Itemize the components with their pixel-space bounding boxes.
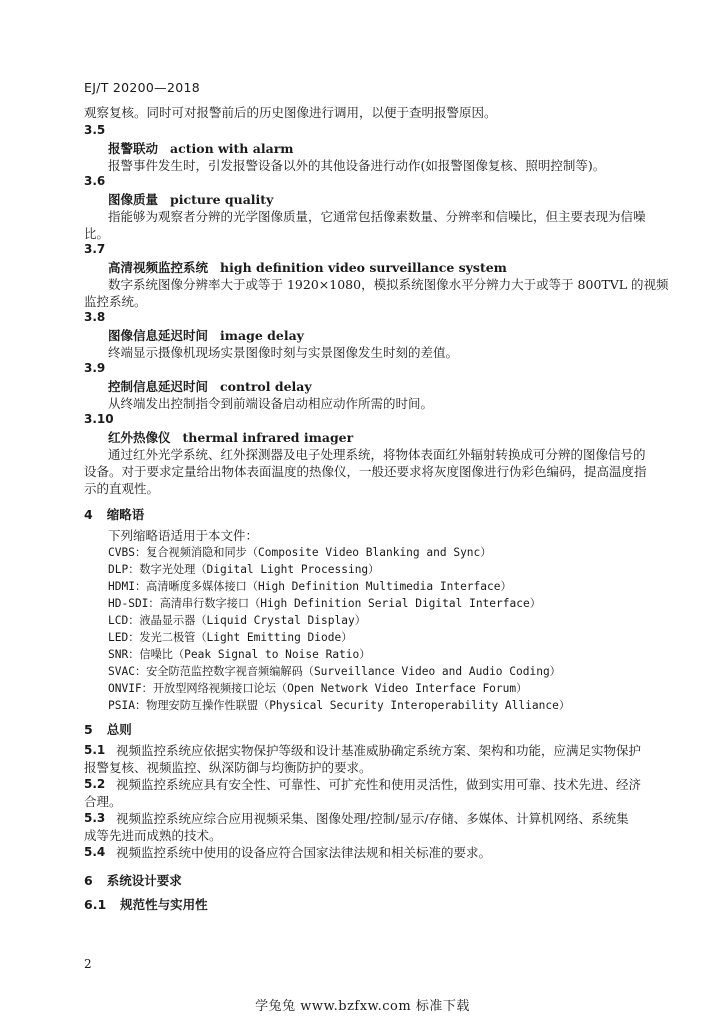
section-number: 4 (84, 507, 93, 522)
page-number: 2 (84, 957, 92, 971)
abbreviation-item: HDMI：高清晰度多媒体接口（High Definition Multimedia Interface） (108, 580, 512, 593)
term-chinese: 控制信息延迟时间 (108, 379, 209, 394)
clause-term (108, 191, 273, 208)
clause-text: 视频监控系统应依据实物保护等级和设计基准威胁确定系统方案、架构和功能，应满足实物保护 (116, 743, 642, 758)
clause-number: 5.4 (84, 845, 106, 859)
term-english: picture quality (170, 192, 274, 207)
section-number: 5 (84, 722, 93, 737)
section-heading (84, 871, 182, 889)
clause-text: 报警复核、视频监控、纵深防御与均衡防护的要求。 (84, 760, 372, 775)
clause-text: 监控系统。 (84, 294, 147, 309)
section-heading (84, 505, 144, 523)
term-chinese: 红外热像仪 (108, 430, 171, 445)
term-chinese: 高清视频监控系统 (108, 260, 209, 275)
term-chinese: 报警联动 (108, 141, 159, 156)
clause-term (108, 259, 507, 276)
section-number: 6 (84, 873, 93, 888)
abbreviation-item: SNR：信噪比（Peak Signal to Noise Ratio） (108, 648, 371, 661)
abbreviation-item: LED：发光二极管（Light Emitting Diode） (108, 631, 353, 644)
footer-watermark: 学兔兔 www.bzfxw.com 标准下载 (255, 999, 470, 1014)
subsection-title: 规范性与实用性 (120, 897, 208, 912)
clause-text: 指能够为观察者分辨的光学图像质量，它通常包括像素数量、分辨率和信噪比，但主要表现为信噪 (108, 209, 646, 224)
section-title: 总则 (106, 722, 132, 737)
abbreviation-item: PSIA：物理安防互操作性联盟（Physical Security Interoperability Alliance） (108, 699, 571, 712)
subsection-number: 6.1 (84, 897, 107, 912)
clause-text: 终端显示摄像机现场实景图像时刻与实景图像发生时刻的差值。 (108, 345, 459, 360)
section-heading (84, 720, 132, 738)
clause-number: 3.9 (84, 361, 106, 375)
clause-text: 示的直观性。 (84, 481, 160, 496)
clause-text: 报警事件发生时，引发报警设备以外的其他设备进行动作(如报警图像复核、照明控制等)。 (108, 158, 606, 173)
clause-number: 5.2 (84, 777, 106, 791)
clause-text: 从终端发出控制指令到前端设备启动相应动作所需的时间。 (108, 396, 434, 411)
clause-term (108, 327, 304, 344)
clause-text: 成等先进而成熟的技术。 (84, 828, 222, 843)
clause-text: 视频监控系统应综合应用视频采集、图像处理/控制/显示/存储、多媒体、计算机网络、系统集 (116, 811, 629, 826)
clause-term (108, 140, 294, 157)
clause-text: 合理。 (84, 794, 122, 809)
abbreviation-item: CVBS：复合视频消隐和同步（Composite Video Blanking and Sync） (108, 546, 492, 559)
section-title: 缩略语 (106, 507, 145, 522)
clause-number: 3.7 (84, 242, 106, 256)
clause-text: 视频监控系统中使用的设备应符合国家法律法规和相关标准的要求。 (116, 845, 492, 860)
clause-text: 视频监控系统应具有安全性、可靠性、可扩充性和使用灵活性，做到实用可靠、技术先进、经济 (116, 777, 642, 792)
abbreviation-item: ONVIF：开放型网络视频接口论坛（Open Network Video Interface Forum） (108, 682, 528, 695)
term-english: thermal infrared imager (182, 430, 354, 445)
clause-number: 3.6 (84, 174, 106, 188)
clause-text: 通过红外光学系统、红外探测器及电子处理系统，将物体表面红外辐射转换成可分辨的图像信号的 (108, 447, 646, 462)
section-title: 系统设计要求 (106, 873, 182, 888)
abbreviation-item: LCD：液晶显示器（Liquid Crystal Display） (108, 614, 366, 627)
term-english: high definition video surveillance system (220, 260, 507, 275)
clause-text: 比。 (84, 226, 110, 241)
clause-term (108, 429, 353, 446)
abbreviation-item: HD-SDI：高清串行数字接口（High Definition Serial Digital Interface） (108, 597, 541, 610)
clause-number: 3.10 (84, 412, 114, 426)
clause-number: 3.8 (84, 310, 106, 324)
term-chinese: 图像信息延迟时间 (108, 328, 209, 343)
subsection-heading (84, 895, 208, 913)
abbreviation-item: SVAC：安全防范监控数字视音频编解码（Surveillance Video and Audio Coding） (108, 665, 561, 678)
clause-number: 5.3 (84, 811, 106, 825)
abbreviation-item: DLP：数字光处理（Digital Light Processing） (108, 563, 380, 576)
clause-text: 数字系统图像分辨率大于或等于 1920×1080，模拟系统图像水平分辨力大于或等于 800TVL 的视频 (108, 277, 669, 292)
term-chinese: 图像质量 (108, 192, 159, 207)
term-english: control delay (220, 379, 312, 394)
section-intro: 下列缩略语适用于本文件： (108, 528, 259, 543)
intro-line: 观察复核。同时可对报警前后的历史图像进行调用，以便于查明报警原因。 (84, 105, 497, 120)
standard-header: EJ/T 20200—2018 (84, 80, 200, 95)
clause-number: 5.1 (84, 743, 106, 757)
clause-number: 3.5 (84, 123, 106, 137)
term-english: image delay (220, 328, 304, 343)
term-english: action with alarm (170, 141, 294, 156)
clause-text: 设备。对于要求定量给出物体表面温度的热像仪，一般还要求将灰度图像进行伪彩色编码，提高温度指 (84, 464, 647, 479)
clause-term (108, 378, 312, 395)
